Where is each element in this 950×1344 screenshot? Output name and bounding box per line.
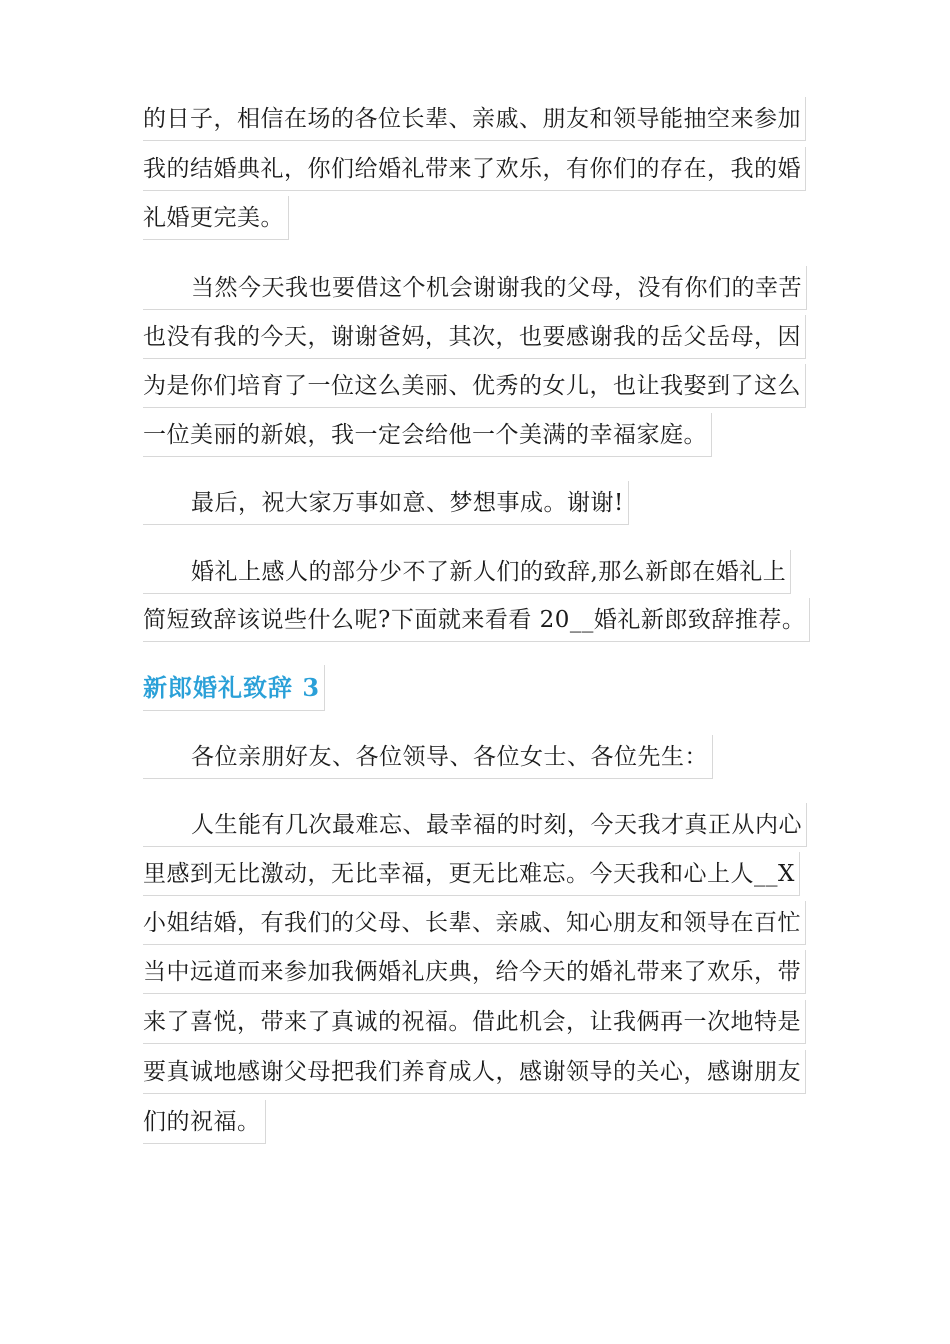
text-line: 为是你们培育了一位这么美丽、优秀的女儿，也让我娶到了这么 (143, 364, 806, 408)
text-line: 当然今天我也要借这个机会谢谢我的父母，没有你们的幸苦 (143, 266, 807, 310)
text-line: 们的祝福。 (143, 1100, 266, 1144)
text-line: 一位美丽的新娘，我一定会给他一个美满的幸福家庭。 (143, 413, 712, 457)
text-line: 也没有我的今天，谢谢爸妈，其次，也要感谢我的岳父岳母，因 (143, 315, 806, 359)
text-line: 来了喜悦，带来了真诚的祝福。借此机会，让我俩再一次地特是 (143, 1000, 806, 1044)
text-line: 里感到无比激动，无比幸福，更无比难忘。今天我和心上人__X (143, 852, 800, 896)
text-line: 简短致辞该说些什么呢?下面就来看看 20__婚礼新郎致辞推荐。 (143, 598, 810, 642)
text-line: 礼婚更完美。 (143, 196, 289, 240)
text-line: 人生能有几次最难忘、最幸福的时刻，今天我才真正从内心 (143, 803, 807, 847)
text-line: 我的结婚典礼，你们给婚礼带来了欢乐，有你们的存在，我的婚 (143, 147, 806, 191)
text-line: 当中远道而来参加我俩婚礼庆典，给今天的婚礼带来了欢乐，带 (143, 950, 806, 994)
section-heading: 新郎婚礼致辞 3 (143, 665, 325, 711)
text-line: 各位亲朋好友、各位领导、各位女士、各位先生： (143, 735, 713, 779)
text-line: 小姐结婚，有我们的父母、长辈、亲戚、知心朋友和领导在百忙 (143, 901, 806, 945)
text-line: 婚礼上感人的部分少不了新人们的致辞,那么新郎在婚礼上 (143, 550, 791, 594)
text-line: 的日子，相信在场的各位长辈、亲戚、朋友和领导能抽空来参加 (143, 97, 806, 141)
text-line: 要真诚地感谢父母把我们养育成人，感谢领导的关心，感谢朋友 (143, 1050, 806, 1094)
text-line: 最后，祝大家万事如意、梦想事成。谢谢! (143, 481, 629, 525)
